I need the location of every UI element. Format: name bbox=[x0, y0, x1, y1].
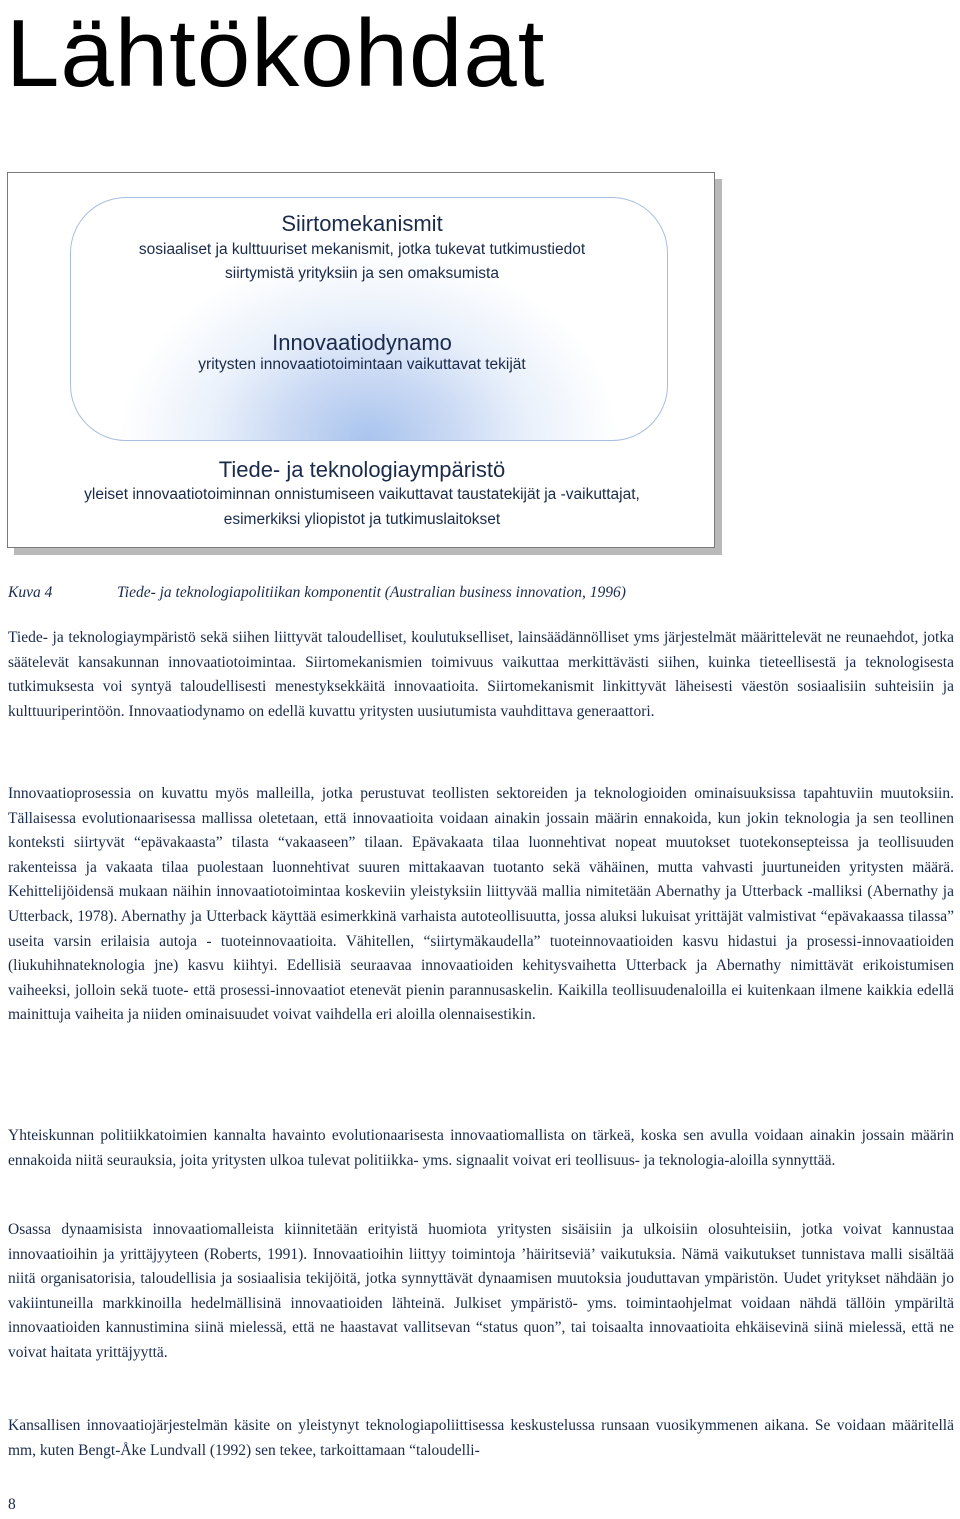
page-number: 8 bbox=[8, 1496, 16, 1513]
paragraph-1: Tiede- ja teknologiaympäristö sekä siihen liittyvät taloudelliset, koulutukselliset, lainsäädännölliset yms järjestelmät määrittelevät ne reunaehdot, jotka säätelevät kansakunnan innovaatiotoimintaa. Siirtomekanismien toimivuus vaikuttaa merkittävästi siihen, kuinka tieteellisestä ja teknologisesta tutkimuksesta voi syntyä taloudellisesti menestyksekkäitä innovaatioita. Siirtomekanismit linkittyvät läheisesti väestön sosiaalisiin suhteisiin ja kulttuuriperintöön. Innovaatiodynamo on edellä kuvattu yritysten uusiutumista vauhdittava generaattori. bbox=[8, 629, 954, 720]
page-title: Lähtökohdat bbox=[6, 0, 546, 107]
mechanism-title: Siirtomekanismit bbox=[281, 211, 443, 236]
caption-text: Tiede- ja teknologiapolitiikan komponentit (Australian business innovation, 1996) bbox=[117, 584, 626, 601]
paragraph-5: Kansallisen innovaatiojärjestelmän käsite on yleistynyt teknologiapoliittisessa keskustelussa runsaan vuosikymmenen aikana. Se voidaan määritellä mm, kuten Bengt-Åke Lundvall (1992) sen tekee, tarkoittamaan “taloudelli- bbox=[8, 1417, 954, 1459]
figure-caption bbox=[8, 584, 626, 602]
environment-title: Tiede- ja teknologiaympäristö bbox=[218, 457, 506, 482]
environment-desc-line-2: esimerkiksi yliopistot ja tutkimuslaitokset bbox=[223, 511, 501, 528]
paragraph-2: Innovaatioprosessia on kuvattu myös malleilla, jotka perustuvat teollisten sektoreiden ja teknologioiden ominaisuuksissa tapahtuviin muutoksiin. Tällaisessa evolutionaarisessa mallissa oletetaan, että innovaatioita voidaan ainakin jossain määrin ennakoida, kun jokin teknologia ja sen teollinen konteksti siirtyvät “epävakaasta” tilasta “vakaaseen” tilaan. Epävakaata tilaa luonnehtivat nopeat muutokset tuotekonsepteissa ja teollisuuden rakenteissa ja vakaata tilaa puolestaan luonnehtivat suuren mittakaavan tuotanto sekä vähäinen, mutta vahvasti juurtuneiden yritysten määrä. Kehittelijöidensä mukaan näihin innovaatiotoimintaa koskeviin yleistyksiin liittyvää mallia nimitetään Abernathy ja Utterback -malliksi (Abernathy ja Utterback, 1978). Abernathy ja Utterback käyttää esimerkkinä varhaista autoteollisuutta, jossa aluksi lukuisat yrittäjät valmistivat “epävakaassa tilassa” useita varsin erilaisia autoja - tuoteinnovaatioita. Vähitellen, “siirtymäkaudella” tuoteinnovaatioiden kasvu hidastui ja prosessi-innovaatioiden (liukuhihnateknologia jne) kasvu kiihtyi. Edellisiä seuraavaa innovaatioiden kehitysvaihetta Utterback ja Abernathy nimittävät erikoistumisen vaiheeksi, jolloin sekä tuote- että prosessi-innovaatiot etenevät pienin parannusaskelin. Kaikilla teollisuudenaloilla ei kuitenkaan ilmene kaikkia edellä mainittuja vaiheita ja niiden ominaisuudet voivat vaihdella eri aloilla olennaisestikin. bbox=[8, 785, 954, 1024]
dynamo-title: Innovaatiodynamo bbox=[272, 330, 452, 355]
caption-label: Kuva 4 bbox=[8, 584, 53, 601]
paragraph-3: Yhteiskunnan politiikkatoimien kannalta havainto evolutionaarisesta innovaatiomallista on tärkeä, koska sen avulla voidaan ainakin jossain määrin ennakoida niitä seurauksia, joita yritysten ulkoa tulevat politiikka- yms. signaalit voivat eri teollisuus- ja teknologia-aloilla synnyttää. bbox=[8, 1127, 954, 1169]
paragraph-4: Osassa dynaamisista innovaatiomalleista kiinnitetään erityistä huomiota yritysten sisäisiin ja ulkoisiin olosuhteisiin, jotka voivat kannustaa innovaatioihin ja yrittäjyyteen (Roberts, 1991). Innovaatioihin liittyy toimintoja ’häiritseviä’ vaikutuksia. Nämä vaikutukset tunnistava malli sisältää niitä organisatorisia, taloudellisia ja sosiaalisia tekijöitä, jotka synnyttävät dynaamisen muutoksia jouduttavan ympäristön. Uudet yritykset nähdään jo vakiintuneilla markkinoilla hedelmällisinä innovaatioiden lähteinä. Julkiset ympäristö- yms. toimintaohjelmat voidaan nähdä tällöin ympäriltä innovaatioiden kannustimina siinä mielessä, että ne haastavat vallitsevan “status quon”, tai toisaalta innovaatioita ehkäisevinä siinä mielessä, että ne voivat haitata yrittäjyyttä. bbox=[8, 1221, 954, 1361]
mechanism-desc-line-2: siirtymistä yrityksiin ja sen omaksumista bbox=[225, 265, 499, 282]
innovation-figure bbox=[7, 172, 715, 548]
dynamo-desc: yritysten innovaatiotoimintaan vaikuttavat tekijät bbox=[198, 356, 526, 373]
mechanism-desc-line-1: sosiaaliset ja kulttuuriset mekanismit, jotka tukevat tutkimustiedot bbox=[138, 241, 586, 258]
environment-desc-line-1: yleiset innovaatiotoiminnan onnistumiseen vaikuttavat taustatekijät ja -vaikuttajat, bbox=[84, 486, 640, 503]
